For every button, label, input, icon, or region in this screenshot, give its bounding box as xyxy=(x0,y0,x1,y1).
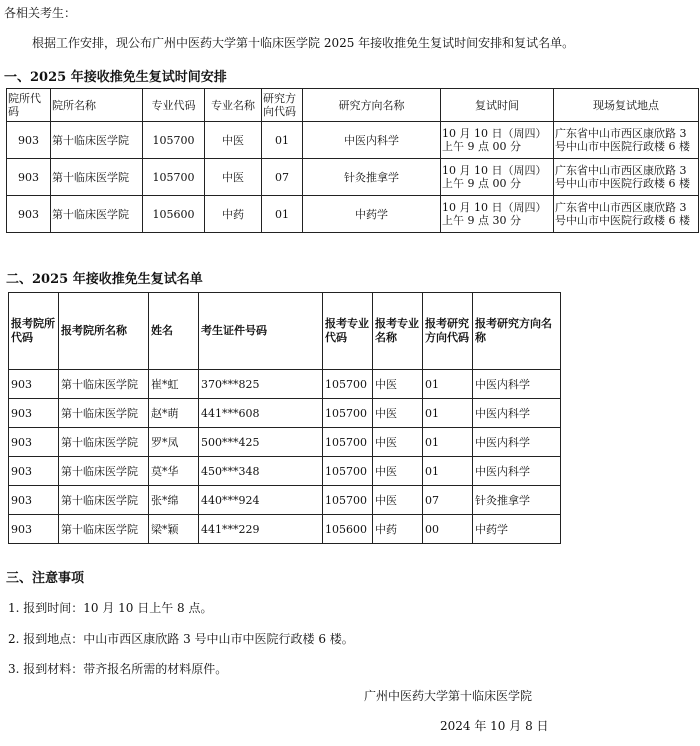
cell-id-number: 441***229 xyxy=(199,515,323,544)
schedule-header-cell: 复试时间 xyxy=(441,89,554,122)
cell-direction-name: 中医内科学 xyxy=(473,428,561,457)
cell-institute-name: 第十临床医学院 xyxy=(51,159,143,196)
cell-major-code: 105700 xyxy=(323,399,373,428)
cell-direction-code: 07 xyxy=(423,486,473,515)
roster-row xyxy=(9,370,561,399)
cell-direction-code: 01 xyxy=(423,370,473,399)
schedule-row xyxy=(7,122,699,159)
cell-candidate-name: 罗*凤 xyxy=(149,428,199,457)
signature: 广州中医药大学第十临床医学院 xyxy=(364,689,533,703)
cell-direction-code: 01 xyxy=(262,122,303,159)
cell-major-code: 105600 xyxy=(143,196,205,233)
schedule-header-cell: 研究方向代码 xyxy=(262,89,303,122)
cell-institute-name: 第十临床医学院 xyxy=(59,457,149,486)
cell-direction-code: 01 xyxy=(423,399,473,428)
cell-major-name: 中药 xyxy=(205,196,262,233)
cell-major-name: 中药 xyxy=(373,515,423,544)
cell-direction-name: 中医内科学 xyxy=(473,457,561,486)
roster-row xyxy=(9,399,561,428)
schedule-header-cell: 专业代码 xyxy=(143,89,205,122)
roster-header-cell: 报考专业名称 xyxy=(373,293,423,370)
cell-institute-name: 第十临床医学院 xyxy=(59,399,149,428)
cell-interview-location: 广东省中山市西区康欣路 3 号中山市中医院行政楼 6 楼 xyxy=(554,159,699,196)
cell-institute-code: 903 xyxy=(7,196,51,233)
roster-header-cell: 报考研究方向代码 xyxy=(423,293,473,370)
intro-paragraph: 根据工作安排，现公布广州中医药大学第十临床医学院 2025 年接收推免生复试时间安排和复试名单。 xyxy=(32,36,575,50)
cell-institute-code: 903 xyxy=(9,486,59,515)
note-item: 1. 报到时间：10 月 10 日上午 8 点。 xyxy=(8,601,213,615)
cell-major-code: 105700 xyxy=(143,122,205,159)
cell-institute-code: 903 xyxy=(9,428,59,457)
cell-direction-code: 00 xyxy=(423,515,473,544)
cell-candidate-name: 张*绵 xyxy=(149,486,199,515)
roster-header-cell: 报考院所名称 xyxy=(59,293,149,370)
cell-institute-code: 903 xyxy=(9,399,59,428)
section-2-title: 二、2025 年接收推免生复试名单 xyxy=(6,272,203,287)
cell-major-name: 中医 xyxy=(373,399,423,428)
schedule-row xyxy=(7,159,699,196)
cell-interview-location: 广东省中山市西区康欣路 3 号中山市中医院行政楼 6 楼 xyxy=(554,122,699,159)
schedule-header-cell: 院所代码 xyxy=(7,89,51,122)
roster-row xyxy=(9,457,561,486)
cell-major-code: 105600 xyxy=(323,515,373,544)
cell-major-name: 中医 xyxy=(373,457,423,486)
cell-candidate-name: 梁*颖 xyxy=(149,515,199,544)
cell-major-name: 中医 xyxy=(205,122,262,159)
cell-interview-time: 10 月 10 日（周四）上午 9 点 00 分 xyxy=(441,122,554,159)
cell-institute-code: 903 xyxy=(7,122,51,159)
issue-date: 2024 年 10 月 8 日 xyxy=(440,719,549,733)
cell-institute-code: 903 xyxy=(7,159,51,196)
roster-row xyxy=(9,428,561,457)
schedule-header-cell: 院所名称 xyxy=(51,89,143,122)
cell-major-name: 中医 xyxy=(373,428,423,457)
cell-institute-name: 第十临床医学院 xyxy=(59,515,149,544)
cell-direction-name: 中医内科学 xyxy=(473,370,561,399)
cell-direction-code: 01 xyxy=(423,457,473,486)
cell-candidate-name: 莫*华 xyxy=(149,457,199,486)
roster-row xyxy=(9,515,561,544)
cell-major-code: 105700 xyxy=(323,457,373,486)
schedule-header-row xyxy=(7,89,699,122)
cell-id-number: 440***924 xyxy=(199,486,323,515)
schedule-header-cell: 专业名称 xyxy=(205,89,262,122)
cell-direction-name: 针灸推拿学 xyxy=(473,486,561,515)
cell-institute-name: 第十临床医学院 xyxy=(51,122,143,159)
section-3-title: 三、注意事项 xyxy=(6,571,85,586)
cell-major-name: 中医 xyxy=(205,159,262,196)
cell-interview-location: 广东省中山市西区康欣路 3 号中山市中医院行政楼 6 楼 xyxy=(554,196,699,233)
cell-direction-name: 针灸推拿学 xyxy=(303,159,441,196)
roster-header-cell: 报考院所代码 xyxy=(9,293,59,370)
roster-header-cell: 姓名 xyxy=(149,293,199,370)
cell-institute-name: 第十临床医学院 xyxy=(59,486,149,515)
section-1-title: 一、2025 年接收推免生复试时间安排 xyxy=(4,70,227,85)
cell-id-number: 500***425 xyxy=(199,428,323,457)
cell-interview-time: 10 月 10 日（周四）上午 9 点 30 分 xyxy=(441,196,554,233)
cell-id-number: 370***825 xyxy=(199,370,323,399)
cell-major-name: 中医 xyxy=(373,486,423,515)
roster-header-row xyxy=(9,293,561,370)
cell-major-code: 105700 xyxy=(323,370,373,399)
roster-header-cell: 报考研究方向名称 xyxy=(473,293,561,370)
cell-direction-code: 01 xyxy=(423,428,473,457)
cell-direction-name: 中药学 xyxy=(303,196,441,233)
greeting: 各相关考生： xyxy=(4,6,77,20)
cell-id-number: 450***348 xyxy=(199,457,323,486)
cell-candidate-name: 赵*萌 xyxy=(149,399,199,428)
cell-institute-name: 第十临床医学院 xyxy=(59,370,149,399)
cell-institute-code: 903 xyxy=(9,457,59,486)
roster-header-cell: 考生证件号码 xyxy=(199,293,323,370)
note-item: 2. 报到地点：中山市西区康欣路 3 号中山市中医院行政楼 6 楼。 xyxy=(8,632,354,646)
cell-major-name: 中医 xyxy=(373,370,423,399)
note-item: 3. 报到材料：带齐报名所需的材料原件。 xyxy=(8,662,228,676)
cell-direction-name: 中医内科学 xyxy=(473,399,561,428)
cell-major-code: 105700 xyxy=(143,159,205,196)
cell-institute-code: 903 xyxy=(9,370,59,399)
cell-direction-name: 中医内科学 xyxy=(303,122,441,159)
cell-institute-name: 第十临床医学院 xyxy=(59,428,149,457)
schedule-table xyxy=(6,88,699,233)
cell-direction-code: 01 xyxy=(262,196,303,233)
schedule-row xyxy=(7,196,699,233)
cell-candidate-name: 崔*虹 xyxy=(149,370,199,399)
schedule-header-cell: 研究方向名称 xyxy=(303,89,441,122)
cell-id-number: 441***608 xyxy=(199,399,323,428)
cell-direction-code: 07 xyxy=(262,159,303,196)
schedule-header-cell: 现场复试地点 xyxy=(554,89,699,122)
cell-interview-time: 10 月 10 日（周四）上午 9 点 00 分 xyxy=(441,159,554,196)
cell-major-code: 105700 xyxy=(323,486,373,515)
roster-table xyxy=(8,292,561,544)
cell-institute-name: 第十临床医学院 xyxy=(51,196,143,233)
cell-institute-code: 903 xyxy=(9,515,59,544)
cell-major-code: 105700 xyxy=(323,428,373,457)
cell-direction-name: 中药学 xyxy=(473,515,561,544)
roster-row xyxy=(9,486,561,515)
roster-header-cell: 报考专业代码 xyxy=(323,293,373,370)
